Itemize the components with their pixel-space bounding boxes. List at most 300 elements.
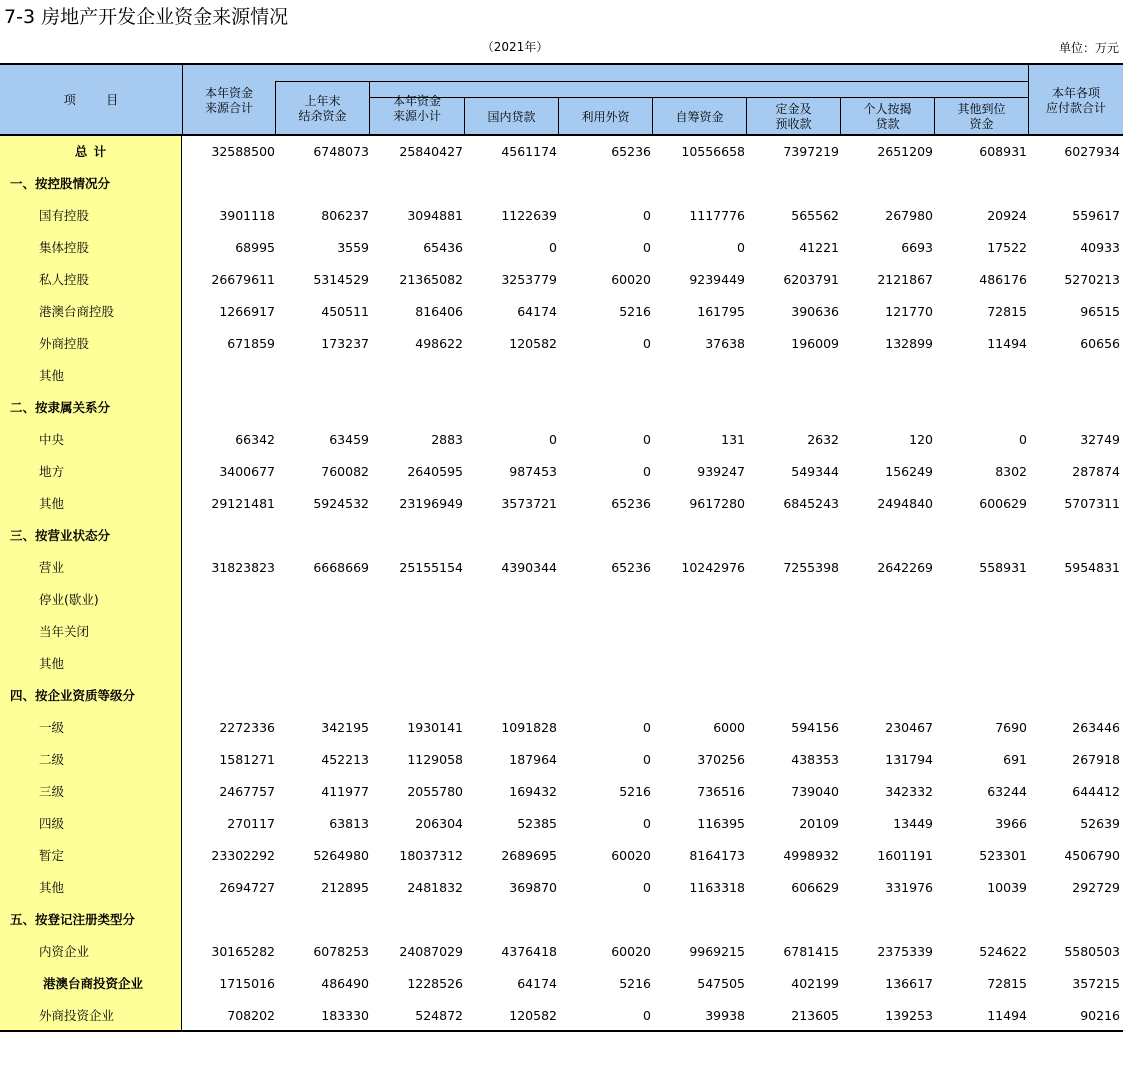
table-cell xyxy=(279,584,369,616)
header-total-sources: 本年资金 来源合计 xyxy=(204,85,253,115)
table-cell xyxy=(1030,680,1120,712)
table-cell: 6000 xyxy=(713,720,745,735)
table-cell: 0 xyxy=(549,240,557,255)
bottom-rule xyxy=(0,1030,1123,1032)
row-label: 五、按登记注册类型分 xyxy=(10,912,136,927)
table-cell xyxy=(467,904,557,936)
table-cell: 11494 xyxy=(987,336,1027,351)
table-cell: 10039 xyxy=(987,880,1027,895)
table-cell: 4998932 xyxy=(783,848,839,863)
table-cell: 26679611 xyxy=(211,272,275,287)
table-cell xyxy=(373,648,463,680)
header-subtotal: 本年资金 来源小计 xyxy=(392,94,441,123)
table-row xyxy=(0,424,1123,456)
table-cell xyxy=(749,648,839,680)
table-cell xyxy=(561,520,651,552)
table-cell: 547505 xyxy=(697,976,745,991)
row-label: 二级 xyxy=(39,752,65,767)
table-cell: 9617280 xyxy=(689,496,745,511)
row-label: 内资企业 xyxy=(39,944,90,959)
table-cell: 2883 xyxy=(431,432,463,447)
row-label: 四、按企业资质等级分 xyxy=(10,688,136,703)
table-cell xyxy=(937,392,1027,424)
table-cell: 2055780 xyxy=(407,784,463,799)
table-cell xyxy=(1030,520,1120,552)
table-row xyxy=(0,840,1123,872)
table-cell: 2689695 xyxy=(501,848,557,863)
table-cell: 1163318 xyxy=(689,880,745,895)
row-label: 当年关闭 xyxy=(39,624,90,639)
table-cell: 20109 xyxy=(799,816,839,831)
table-cell: 608931 xyxy=(979,144,1027,159)
table-row xyxy=(0,360,1123,392)
row-label: 港澳台商控股 xyxy=(39,304,115,319)
table-cell: 263446 xyxy=(1072,720,1120,735)
table-cell xyxy=(655,392,745,424)
table-row xyxy=(0,232,1123,264)
table-cell xyxy=(279,360,369,392)
table-cell: 0 xyxy=(643,816,651,831)
table-cell: 0 xyxy=(643,880,651,895)
table-cell: 5924532 xyxy=(313,496,369,511)
table-cell xyxy=(655,520,745,552)
table-cell: 4390344 xyxy=(501,560,557,575)
table-cell: 52385 xyxy=(517,816,557,831)
table-cell xyxy=(749,616,839,648)
table-cell: 24087029 xyxy=(399,944,463,959)
table-cell xyxy=(185,392,275,424)
row-label: 其他 xyxy=(39,368,65,383)
table-cell: 357215 xyxy=(1072,976,1120,991)
table-cell: 63244 xyxy=(987,784,1027,799)
table-cell: 1930141 xyxy=(407,720,463,735)
table-cell: 230467 xyxy=(885,720,933,735)
table-cell: 64174 xyxy=(517,976,557,991)
table-cell: 60020 xyxy=(611,272,651,287)
table-cell: 2694727 xyxy=(219,880,275,895)
table-cell: 7255398 xyxy=(783,560,839,575)
year-label: （2021年） xyxy=(481,40,549,54)
header-prev-balance: 上年末 结余资金 xyxy=(298,94,347,123)
table-cell xyxy=(561,680,651,712)
table-cell xyxy=(373,584,463,616)
table-cell: 52639 xyxy=(1080,816,1120,831)
table-cell xyxy=(561,360,651,392)
table-cell: 267980 xyxy=(885,208,933,223)
table-cell: 2375339 xyxy=(877,944,933,959)
table-cell xyxy=(561,904,651,936)
table-cell: 11494 xyxy=(987,1008,1027,1023)
row-label: 三级 xyxy=(39,784,65,799)
table-cell xyxy=(937,360,1027,392)
table-cell xyxy=(843,616,933,648)
table-cell: 212895 xyxy=(321,880,369,895)
table-cell xyxy=(561,168,651,200)
table-row xyxy=(0,456,1123,488)
page-title: 7-3 房地产开发企业资金来源情况 xyxy=(4,6,289,28)
table-row xyxy=(0,936,1123,968)
table-cell: 10242976 xyxy=(681,560,745,575)
table-cell xyxy=(185,648,275,680)
table-cell: 23302292 xyxy=(211,848,275,863)
table-cell: 5216 xyxy=(619,304,651,319)
table-cell: 206304 xyxy=(415,816,463,831)
table-cell: 4561174 xyxy=(501,144,557,159)
table-cell xyxy=(373,520,463,552)
table-cell xyxy=(937,616,1027,648)
table-row xyxy=(0,904,1123,936)
table-cell: 6078253 xyxy=(313,944,369,959)
header-other-funds: 其他到位 资金 xyxy=(957,102,1006,131)
table-cell: 39938 xyxy=(705,1008,745,1023)
table-cell: 736516 xyxy=(697,784,745,799)
table-cell xyxy=(373,904,463,936)
table-cell xyxy=(185,904,275,936)
table-cell xyxy=(843,648,933,680)
table-cell xyxy=(279,616,369,648)
table-cell: 2467757 xyxy=(219,784,275,799)
table-cell: 13449 xyxy=(893,816,933,831)
table-cell xyxy=(185,520,275,552)
table-cell: 606629 xyxy=(791,880,839,895)
table-row xyxy=(0,872,1123,904)
table-cell: 559617 xyxy=(1072,208,1120,223)
table-cell: 121770 xyxy=(885,304,933,319)
table-row xyxy=(0,552,1123,584)
table-cell: 120582 xyxy=(509,1008,557,1023)
table-row xyxy=(0,328,1123,360)
table-cell: 196009 xyxy=(791,336,839,351)
table-cell xyxy=(373,360,463,392)
table-cell xyxy=(279,680,369,712)
table-cell: 17522 xyxy=(987,240,1027,255)
table-cell xyxy=(655,904,745,936)
table-cell: 2640595 xyxy=(407,464,463,479)
table-cell: 139253 xyxy=(885,1008,933,1023)
table-cell xyxy=(843,168,933,200)
table-cell xyxy=(749,584,839,616)
table-cell: 2494840 xyxy=(877,496,933,511)
table-cell: 498622 xyxy=(415,336,463,351)
table-cell xyxy=(373,392,463,424)
table-cell xyxy=(937,648,1027,680)
table-cell xyxy=(655,360,745,392)
row-label: 暂定 xyxy=(39,848,65,863)
table-cell xyxy=(655,168,745,200)
table-cell: 18037312 xyxy=(399,848,463,863)
table-cell: 6781415 xyxy=(783,944,839,959)
table-row xyxy=(0,680,1123,712)
table-cell: 3966 xyxy=(995,816,1027,831)
table-cell: 131794 xyxy=(885,752,933,767)
table-row xyxy=(0,296,1123,328)
header-mortgage-loans: 个人按揭 贷款 xyxy=(863,102,912,131)
table-cell xyxy=(561,392,651,424)
table-cell xyxy=(749,680,839,712)
table-row xyxy=(0,584,1123,616)
row-label: 二、按隶属关系分 xyxy=(10,400,111,415)
table-cell: 0 xyxy=(643,336,651,351)
table-cell: 7397219 xyxy=(783,144,839,159)
table-cell: 0 xyxy=(737,240,745,255)
table-cell: 816406 xyxy=(415,304,463,319)
table-cell: 41221 xyxy=(799,240,839,255)
table-cell: 5314529 xyxy=(313,272,369,287)
table-cell xyxy=(561,648,651,680)
table-cell: 8164173 xyxy=(689,848,745,863)
table-row xyxy=(0,712,1123,744)
row-label: 集体控股 xyxy=(39,240,90,255)
table-cell xyxy=(843,520,933,552)
table-cell: 120 xyxy=(909,432,933,447)
table-cell: 1266917 xyxy=(219,304,275,319)
row-label: 中央 xyxy=(39,432,65,447)
table-cell xyxy=(185,584,275,616)
table-cell: 6203791 xyxy=(783,272,839,287)
table-cell: 1129058 xyxy=(407,752,463,767)
table-cell: 30165282 xyxy=(211,944,275,959)
table-cell xyxy=(185,168,275,200)
table-cell: 29121481 xyxy=(211,496,275,511)
table-cell: 116395 xyxy=(697,816,745,831)
table-cell: 183330 xyxy=(321,1008,369,1023)
table-cell: 691 xyxy=(1003,752,1027,767)
table-cell xyxy=(843,680,933,712)
table-cell xyxy=(1030,648,1120,680)
table-cell: 1228526 xyxy=(407,976,463,991)
table-cell: 6693 xyxy=(901,240,933,255)
table-cell: 161795 xyxy=(697,304,745,319)
table-cell xyxy=(843,584,933,616)
table-row xyxy=(0,520,1123,552)
table-cell: 3400677 xyxy=(219,464,275,479)
table-cell xyxy=(373,616,463,648)
table-cell: 4506790 xyxy=(1064,848,1120,863)
table-row xyxy=(0,744,1123,776)
table-cell: 72815 xyxy=(987,976,1027,991)
header-foreign-capital: 利用外资 xyxy=(581,109,630,124)
table-cell xyxy=(561,584,651,616)
table-cell xyxy=(279,520,369,552)
table-cell: 342332 xyxy=(885,784,933,799)
unit-label: 单位：万元 xyxy=(1058,41,1119,55)
table-cell: 6027934 xyxy=(1064,144,1120,159)
table-cell: 5580503 xyxy=(1064,944,1120,959)
table-cell xyxy=(467,616,557,648)
table-cell: 270117 xyxy=(227,816,275,831)
table-cell: 187964 xyxy=(509,752,557,767)
table-cell: 369870 xyxy=(509,880,557,895)
table-cell: 644412 xyxy=(1072,784,1120,799)
table-cell: 20924 xyxy=(987,208,1027,223)
table-cell xyxy=(937,904,1027,936)
table-row xyxy=(0,200,1123,232)
table-cell xyxy=(937,520,1027,552)
table-cell: 411977 xyxy=(321,784,369,799)
table-cell xyxy=(1030,616,1120,648)
table-cell: 63813 xyxy=(329,816,369,831)
table-cell: 806237 xyxy=(321,208,369,223)
table-cell xyxy=(843,360,933,392)
table-cell: 90216 xyxy=(1080,1008,1120,1023)
table-cell xyxy=(561,616,651,648)
table-cell xyxy=(1030,904,1120,936)
table-cell: 450511 xyxy=(321,304,369,319)
table-cell: 0 xyxy=(643,752,651,767)
header-domestic-loans: 国内贷款 xyxy=(487,109,536,124)
table-cell: 370256 xyxy=(697,752,745,767)
table-cell: 31823823 xyxy=(211,560,275,575)
table-cell: 65236 xyxy=(611,560,651,575)
table-cell: 32588500 xyxy=(211,144,275,159)
table-cell: 60020 xyxy=(611,944,651,959)
row-label: 总 计 xyxy=(74,144,108,159)
table-cell xyxy=(749,360,839,392)
row-label: 营业 xyxy=(39,560,65,575)
header-deposits: 定金及 预收款 xyxy=(775,102,812,131)
table-cell: 0 xyxy=(1019,432,1027,447)
table-cell: 287874 xyxy=(1072,464,1120,479)
table-cell xyxy=(373,680,463,712)
table-cell: 3559 xyxy=(337,240,369,255)
header-payables-total: 本年各项 应付款合计 xyxy=(1045,85,1106,115)
table-cell xyxy=(749,904,839,936)
table-cell: 2481832 xyxy=(407,880,463,895)
table-cell: 402199 xyxy=(791,976,839,991)
table-cell: 5707311 xyxy=(1064,496,1120,511)
table-cell: 213605 xyxy=(791,1008,839,1023)
table-cell: 1601191 xyxy=(877,848,933,863)
table-cell xyxy=(655,616,745,648)
table-cell xyxy=(937,680,1027,712)
row-label: 私人控股 xyxy=(39,272,90,287)
table-cell xyxy=(467,648,557,680)
row-label: 港澳台商投资企业 xyxy=(43,976,144,991)
table-cell: 0 xyxy=(643,208,651,223)
table-row xyxy=(0,136,1123,168)
table-cell: 68995 xyxy=(235,240,275,255)
table-cell: 21365082 xyxy=(399,272,463,287)
table-cell: 120582 xyxy=(509,336,557,351)
table-cell: 486176 xyxy=(979,272,1027,287)
table-cell: 2632 xyxy=(807,432,839,447)
table-cell xyxy=(185,360,275,392)
table-cell: 136617 xyxy=(885,976,933,991)
table-cell: 64174 xyxy=(517,304,557,319)
row-label: 一级 xyxy=(39,720,65,735)
table-cell: 600629 xyxy=(979,496,1027,511)
table-cell: 565562 xyxy=(791,208,839,223)
table-cell: 6748073 xyxy=(313,144,369,159)
table-cell: 708202 xyxy=(227,1008,275,1023)
table-cell: 0 xyxy=(643,1008,651,1023)
table-cell: 939247 xyxy=(697,464,745,479)
table-cell: 37638 xyxy=(705,336,745,351)
table-cell: 0 xyxy=(643,432,651,447)
header-item: 项 目 xyxy=(63,93,119,107)
table-cell: 1117776 xyxy=(689,208,745,223)
table-cell: 63459 xyxy=(329,432,369,447)
table-row xyxy=(0,776,1123,808)
table-row xyxy=(0,616,1123,648)
table-row xyxy=(0,392,1123,424)
table-cell: 739040 xyxy=(791,784,839,799)
table-cell: 5270213 xyxy=(1064,272,1120,287)
table-cell xyxy=(937,584,1027,616)
table-cell: 132899 xyxy=(885,336,933,351)
table-cell xyxy=(185,680,275,712)
table-cell: 60656 xyxy=(1080,336,1120,351)
table-cell: 267918 xyxy=(1072,752,1120,767)
table-cell xyxy=(843,392,933,424)
table-cell: 6668669 xyxy=(313,560,369,575)
table-cell: 9969215 xyxy=(689,944,745,959)
table-cell xyxy=(279,904,369,936)
table-cell: 1122639 xyxy=(501,208,557,223)
table-cell xyxy=(279,648,369,680)
table-cell xyxy=(467,680,557,712)
table-cell xyxy=(655,680,745,712)
table-cell: 331976 xyxy=(885,880,933,895)
table-cell: 5954831 xyxy=(1064,560,1120,575)
table-cell: 25155154 xyxy=(399,560,463,575)
row-label: 外商投资企业 xyxy=(39,1008,115,1023)
table-cell: 169432 xyxy=(509,784,557,799)
table-cell: 4376418 xyxy=(501,944,557,959)
table-cell: 72815 xyxy=(987,304,1027,319)
table-cell: 486490 xyxy=(321,976,369,991)
row-label: 其他 xyxy=(39,880,65,895)
table-header xyxy=(0,63,1123,136)
table-cell: 65436 xyxy=(423,240,463,255)
table-cell: 523301 xyxy=(979,848,1027,863)
table-cell: 3901118 xyxy=(219,208,275,223)
table-cell: 23196949 xyxy=(399,496,463,511)
table-cell: 987453 xyxy=(509,464,557,479)
table-cell: 342195 xyxy=(321,720,369,735)
row-label: 一、按控股情况分 xyxy=(10,176,111,191)
table-row xyxy=(0,968,1123,1000)
table-cell xyxy=(1030,584,1120,616)
table-cell: 173237 xyxy=(321,336,369,351)
table-cell: 390636 xyxy=(791,304,839,319)
table-cell: 156249 xyxy=(885,464,933,479)
table-cell: 131 xyxy=(721,432,745,447)
table-cell: 1091828 xyxy=(501,720,557,735)
table-cell xyxy=(843,904,933,936)
table-cell: 5216 xyxy=(619,784,651,799)
table-cell: 1715016 xyxy=(219,976,275,991)
table-cell xyxy=(467,520,557,552)
table-cell: 40933 xyxy=(1080,240,1120,255)
table-cell: 60020 xyxy=(611,848,651,863)
table-cell: 1581271 xyxy=(219,752,275,767)
table-cell: 671859 xyxy=(227,336,275,351)
table-cell: 3573721 xyxy=(501,496,557,511)
table-cell: 65236 xyxy=(611,144,651,159)
table-row xyxy=(0,808,1123,840)
table-cell: 2651209 xyxy=(877,144,933,159)
table-cell xyxy=(655,584,745,616)
table-cell: 66342 xyxy=(235,432,275,447)
table-cell: 3253779 xyxy=(501,272,557,287)
table-cell xyxy=(279,392,369,424)
table-cell xyxy=(749,520,839,552)
table-cell: 65236 xyxy=(611,496,651,511)
table-cell: 9239449 xyxy=(689,272,745,287)
table-cell xyxy=(279,168,369,200)
table-cell: 10556658 xyxy=(681,144,745,159)
